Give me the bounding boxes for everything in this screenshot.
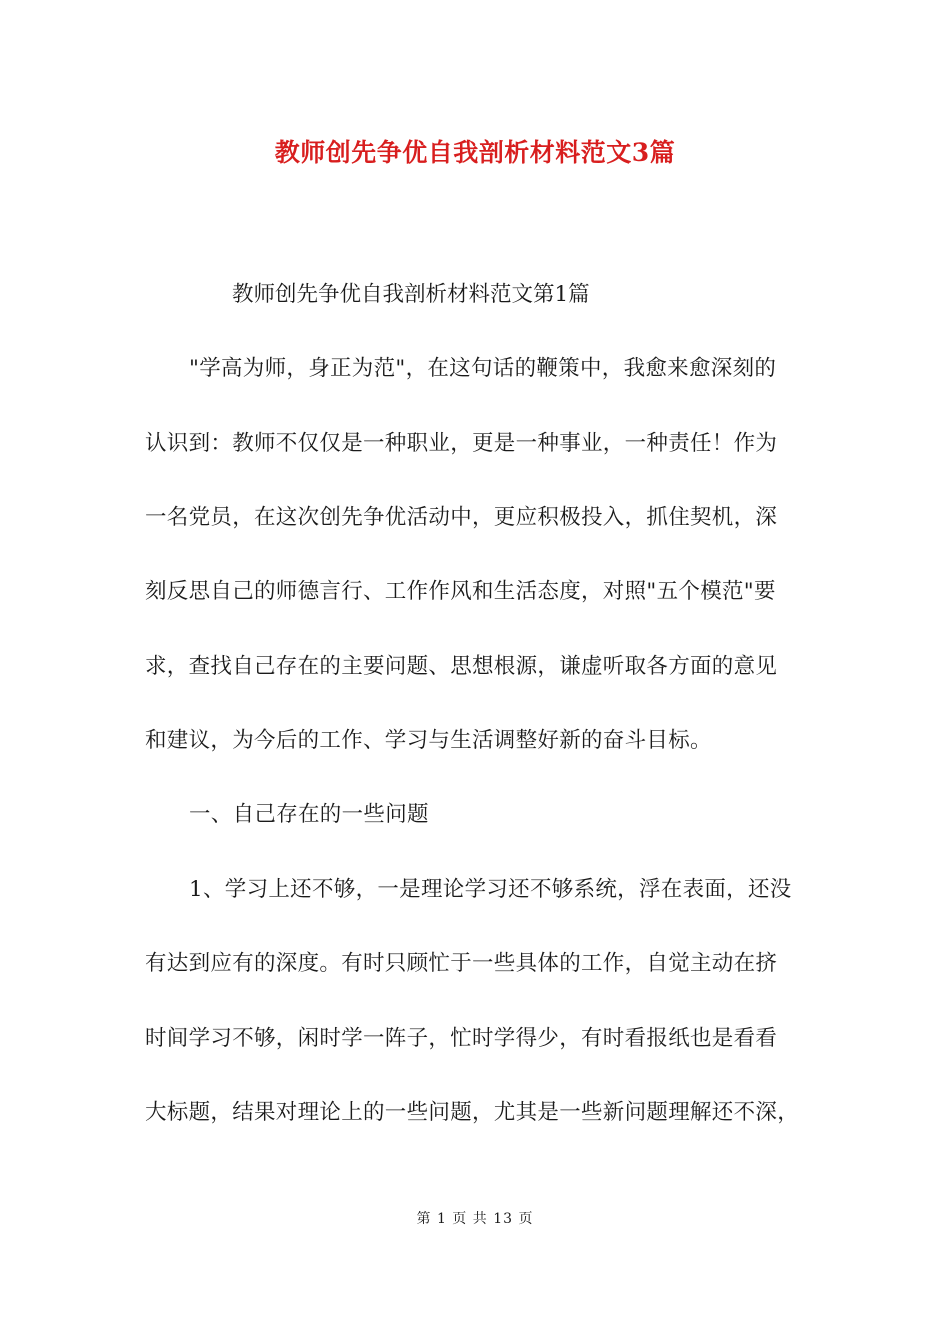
paragraph-line: 认识到：教师不仅仅是一种职业，更是一种事业，一种责任！作为	[145, 431, 778, 456]
paragraph-line: 时间学习不够，闲时学一阵子，忙时学得少，有时看报纸也是看看	[145, 1026, 778, 1051]
paragraph-line: 刻反思自己的师德言行、工作作风和生活态度，对照"五个模范"要	[145, 579, 776, 604]
paragraph-line: 大标题，结果对理论上的一些问题，尤其是一些新问题理解还不深，	[145, 1100, 800, 1125]
paragraph-line: 1、学习上还不够，一是理论学习还不够系统，浮在表面，还没	[189, 877, 792, 902]
paragraph-line: 和建议，为今后的工作、学习与生活调整好新的奋斗目标。	[145, 728, 712, 753]
document-title: 教师创先争优自我剖析材料范文3篇	[274, 138, 676, 167]
section-heading: 一、自己存在的一些问题	[189, 802, 429, 827]
section-subtitle: 教师创先争优自我剖析材料范文第1篇	[232, 282, 590, 307]
paragraph-line: "学高为师，身正为范"，在这句话的鞭策中，我愈来愈深刻的	[189, 356, 777, 381]
paragraph-line: 一名党员，在这次创先争优活动中，更应积极投入，抓住契机，深	[145, 505, 778, 530]
paragraph-line: 求，查找自己存在的主要问题、思想根源，谦虚听取各方面的意见	[145, 654, 778, 679]
paragraph-line: 有达到应有的深度。有时只顾忙于一些具体的工作，自觉主动在挤	[145, 951, 778, 976]
page-footer: 第 1 页 共 13 页	[416, 1211, 534, 1227]
